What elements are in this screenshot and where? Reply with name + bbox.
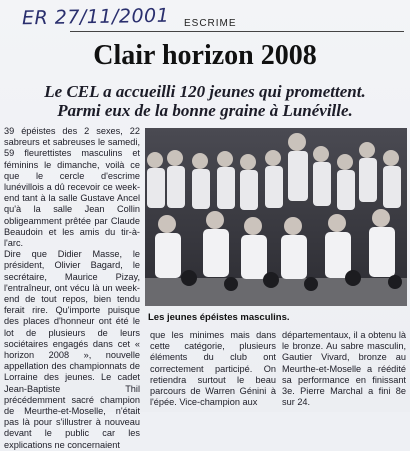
left-text-column: [4, 126, 140, 450]
article-headline: Clair horizon 2008: [93, 40, 317, 71]
handwritten-date: ER 27/11/2001: [21, 4, 170, 30]
rubric-divider: [70, 31, 404, 32]
article-subhead: [4, 82, 406, 120]
right-paragraph: départementaux, il a obtenu là le bronze. Au sabre masculin, Gautier Vivard, bronze au Meurthe-et-Moselle a réédité sa performance en finissant 3e. Pierre Marchal a fini 8e sur 24.: [282, 330, 406, 408]
photo-caption: Les jeunes épéistes masculins.: [148, 312, 290, 323]
mid-paragraph: que les minimes mais dans cette catégorie, plusieurs éléments du club ont correctement participé. On retiendra surtout le beau parcours de Warren Génini à l'épée. Vice-champion aux: [150, 330, 276, 408]
paragraph-1: 39 épéistes des 2 sexes, 22 sabreurs et sabreuses le samedi, 59 fleurettistes masculins et féminins le dimanche, voilà ce que le cercle d'escrime lunévillois a dû recevoir ce week-end tant à la salle Gustave Ancel qu'à la salle Jean Collin obligeamment prêtée par Claude Beaudoin et les amis du tir-à-l'arc.: [4, 126, 140, 249]
fencers-photo-image: [145, 128, 407, 306]
paragraph-2: Dire que Didier Masse, le président, Olivier Bagard, le secrétaire, Maurice Pizay, l'entraîneur, ont vécu là un week-end de tout repos, bien tendu ferait rire. Qu'importe puisque des places d'honneur ont été le lot de plusieurs de leurs sociétaires engagés dans cet « horizon 2008 », nouvelle appellation des championnats de Lorraine des jeunes. Le cadet Jean-Baptiste Thil précédemment sacré champion de Meurthe-et-Moselle, n'était pas là pour s'illustrer à nouveau devant le public car les explications ne concernaient: [4, 249, 140, 450]
subhead-line-1: Le CEL a accueilli 120 jeunes qui promettent.: [44, 82, 366, 101]
middle-text-column: [150, 330, 276, 410]
right-text-column: [282, 330, 406, 410]
section-rubric: ESCRIME: [184, 18, 237, 29]
fencers-photo: [145, 128, 407, 306]
subhead-line-2: Parmi eux de la bonne graine à Lunéville.: [57, 101, 353, 120]
